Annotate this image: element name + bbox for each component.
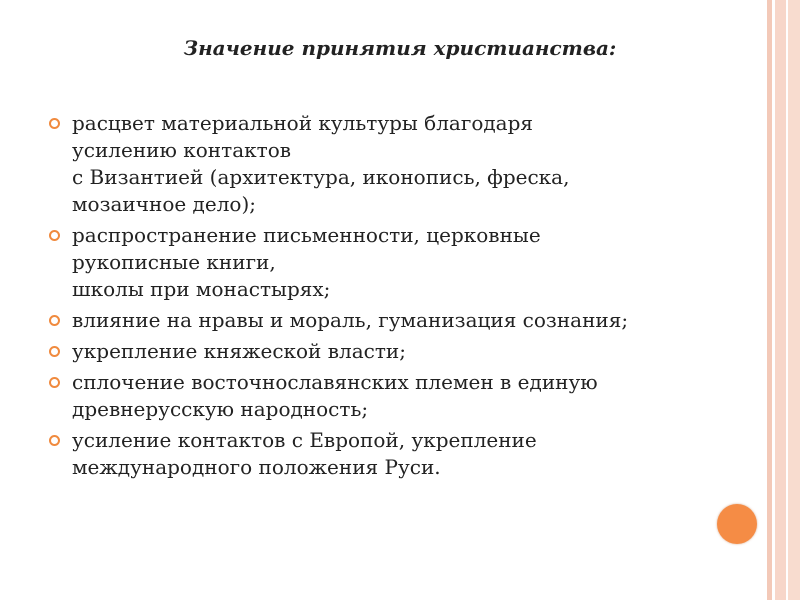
list-item-text: усилению контактов [72, 138, 291, 162]
decorative-stripe [788, 0, 800, 600]
list-item [46, 222, 746, 303]
bullet-list [46, 110, 746, 485]
bullet-circle-icon [49, 377, 60, 388]
list-item-text: с Византией (архитектура, иконопись, фреска, [72, 165, 570, 189]
bullet-circle-icon [49, 346, 60, 357]
list-item-text: рукописные книги, [72, 250, 276, 274]
list-item-text: школы при монастырях; [72, 277, 331, 301]
list-item [46, 110, 746, 218]
bullet-circle-icon [49, 118, 60, 129]
list-item [46, 307, 746, 334]
bullet-circle-icon [49, 230, 60, 241]
list-item [46, 369, 746, 423]
list-item [46, 338, 746, 365]
list-item [46, 427, 746, 481]
list-item-text: международного положения Руси. [72, 455, 441, 479]
list-item-text: сплочение восточнославянских племен в единую [72, 370, 598, 394]
bullet-circle-icon [49, 435, 60, 446]
list-item-text: распространение письменности, церковные [72, 223, 541, 247]
list-item-text: укрепление княжеской власти; [72, 339, 406, 363]
decorative-circle-icon [717, 504, 757, 544]
slide-title: Значение принятия христианства: [183, 36, 617, 60]
list-item-text: усиление контактов с Европой, укрепление [72, 428, 537, 452]
list-item-text: мозаичное дело); [72, 192, 256, 216]
list-item-text: влияние на нравы и мораль, гуманизация сознания; [72, 308, 629, 332]
list-item-text: древнерусскую народность; [72, 397, 369, 421]
bullet-circle-icon [49, 315, 60, 326]
list-item-text: расцвет материальной культуры благодаря [72, 111, 534, 135]
